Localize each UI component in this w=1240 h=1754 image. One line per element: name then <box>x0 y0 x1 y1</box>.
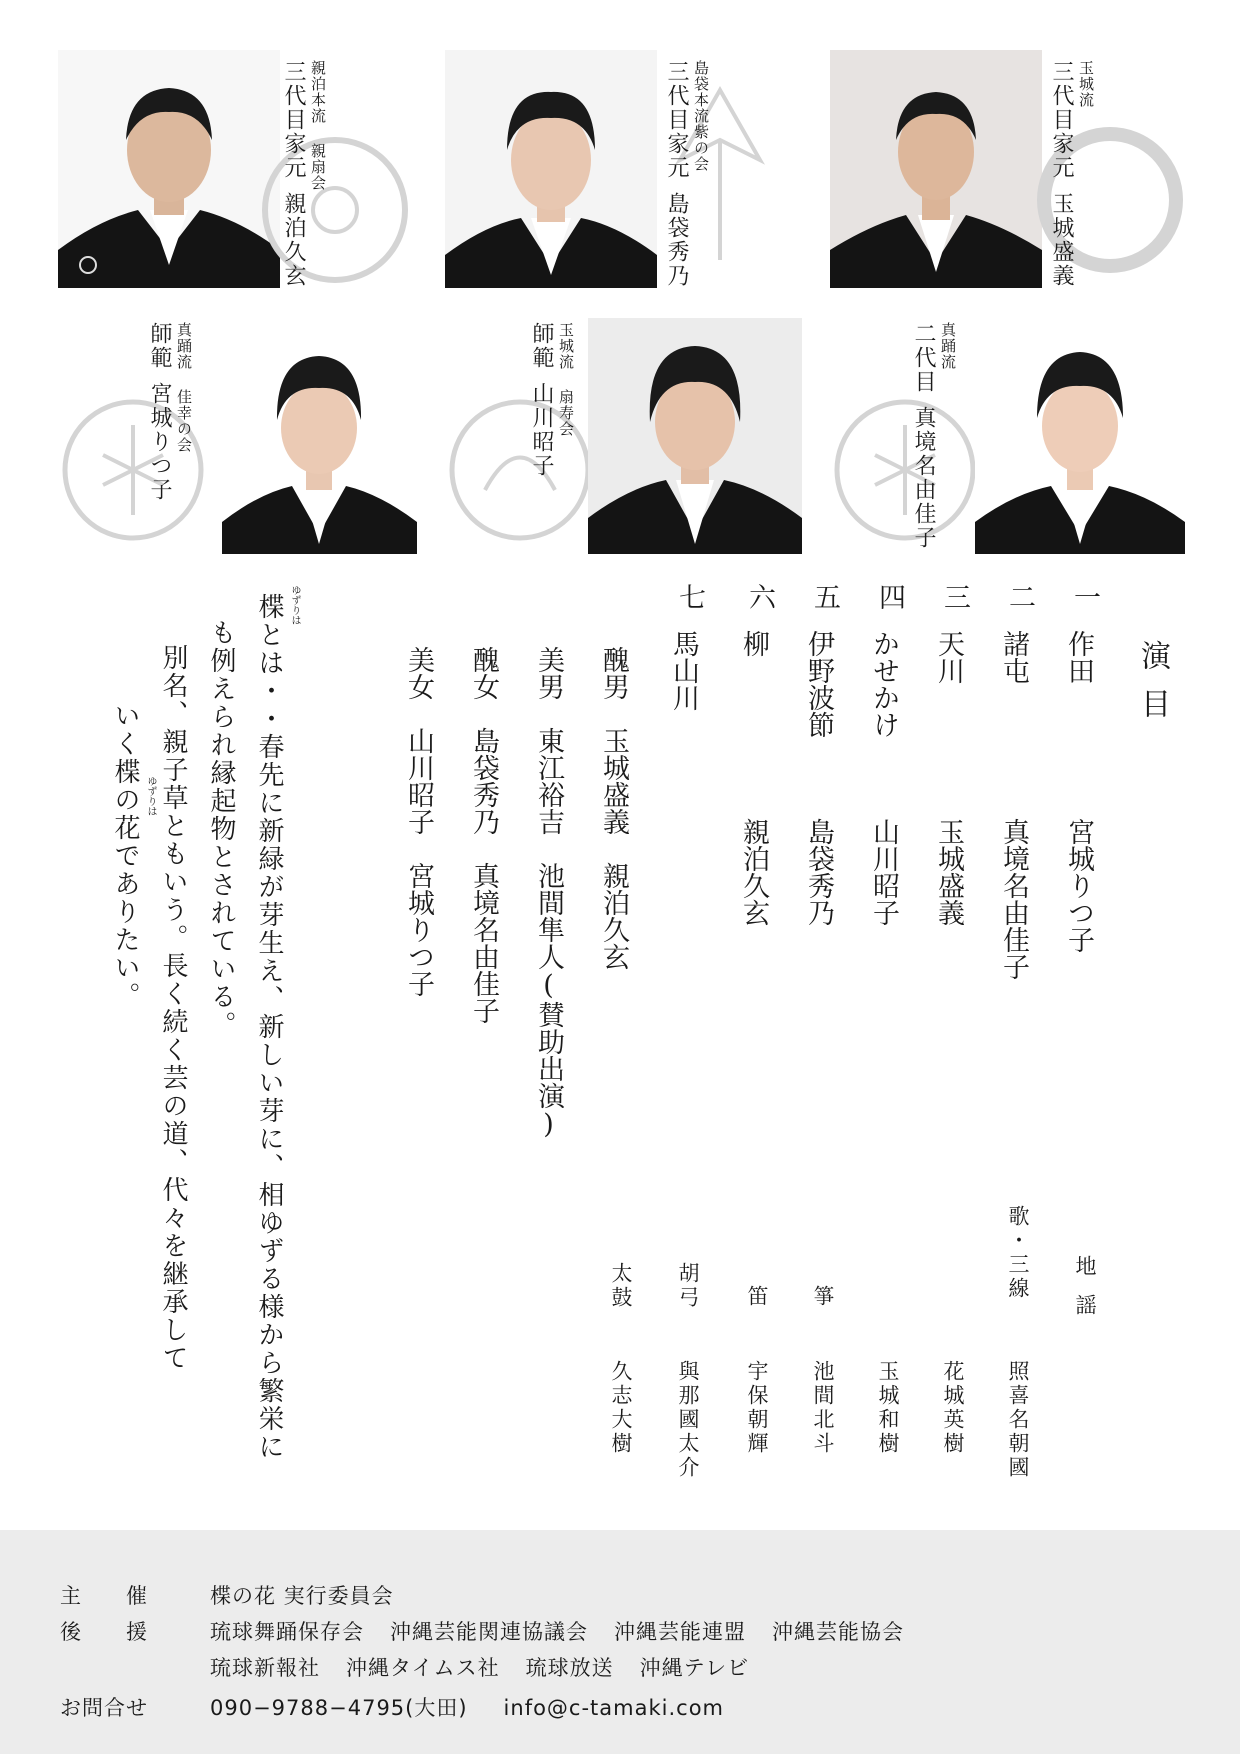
performer-school: 玉城流 扇寿会 <box>557 322 575 437</box>
performer-school: 玉城流 <box>1077 60 1095 108</box>
supporter: 沖縄芸能連盟 <box>614 1620 746 1644</box>
musician-name: 久志大樹 <box>609 1360 633 1456</box>
program-number: 一 <box>1069 583 1100 610</box>
program-title: 演目 <box>1135 640 1170 736</box>
portrait-shimabukuro <box>445 50 657 288</box>
photo-oyadomari <box>58 50 280 288</box>
photo-yamakawa <box>588 318 802 554</box>
about-line: いく楪の花でありたい。 <box>110 702 140 1010</box>
cast-line: 美男 東江裕吉 池間隼人(賛助出演) <box>533 646 564 1140</box>
performer-title-name: 師範宮城りつ子 <box>147 322 172 502</box>
musician-name: 玉城和樹 <box>876 1360 900 1456</box>
program-performer: 親泊久玄 <box>738 818 769 926</box>
musician-part: 箏 <box>811 1285 835 1309</box>
supporter: 琉球放送 <box>525 1656 614 1680</box>
portrait-tamaki <box>830 50 1042 288</box>
performer-school: 真踊流 <box>939 322 957 370</box>
program-number: 二 <box>1004 583 1035 610</box>
performer-school: 真踊流 佳幸の会 <box>175 322 193 453</box>
program-performer: 山川昭子 <box>868 818 899 926</box>
musician-name: 池間北斗 <box>811 1360 835 1456</box>
photo-tamaki <box>830 50 1042 288</box>
program-performer: 島袋秀乃 <box>803 818 834 926</box>
supporter: 沖縄テレビ <box>639 1656 750 1680</box>
footer <box>0 1530 1240 1754</box>
photo-miyagi <box>222 322 417 554</box>
performer-school: 親泊本流 親扇会 <box>309 60 327 191</box>
supporter: 沖縄タイムス社 <box>346 1656 500 1680</box>
program-piece: 天川 <box>933 630 964 684</box>
crest-oyadomari-icon <box>255 130 415 290</box>
contact-label: お問合せ <box>60 1696 148 1720</box>
credit-shimabukuro <box>665 60 708 288</box>
performer-title-name: 三代目家元玉城盛義 <box>1049 60 1074 288</box>
program-piece: 作田 <box>1063 630 1094 684</box>
performer-school: 島袋本流紫の会 <box>692 60 710 172</box>
support-label: 後 援 <box>60 1620 148 1644</box>
program-performer: 宮城りつ子 <box>1063 818 1094 953</box>
musician-part: 胡弓 <box>676 1262 700 1310</box>
program-performer: 真境名由佳子 <box>998 818 1029 980</box>
credit-yamakawa <box>530 322 573 478</box>
jiutai-label: 地謡 <box>1073 1255 1097 1333</box>
performer-title-name: 三代目家元島袋秀乃 <box>664 60 689 288</box>
program-number: 三 <box>939 583 970 610</box>
program-piece: かせかけ <box>868 630 899 738</box>
cast-line: 醜男 玉城盛義 親泊久玄 <box>598 646 629 970</box>
about-line: も例えられ縁起物とされている。 <box>206 619 236 1039</box>
footer-support <box>60 1616 930 1646</box>
credit-miyagi <box>148 322 191 502</box>
ruby-text: ゆずりは <box>289 585 300 625</box>
credit-oyadomari <box>282 60 325 288</box>
program-number: 四 <box>874 583 905 610</box>
musician-name: 宇保朝輝 <box>745 1360 769 1456</box>
program-performer: 玉城盛義 <box>933 818 964 926</box>
contact-phone[interactable]: 090−9788−4795(大田) <box>210 1696 468 1720</box>
musician-part: 太鼓 <box>609 1262 633 1310</box>
organizer-value: 楪の花 実行委員会 <box>210 1584 394 1608</box>
supporter: 沖縄芸能関連協議会 <box>390 1620 588 1644</box>
supporter: 琉球舞踊保存会 <box>210 1620 364 1644</box>
crest-majikina-icon <box>830 395 980 545</box>
credit-tamaki <box>1050 60 1093 288</box>
musician-name: 花城英樹 <box>941 1360 965 1456</box>
footer-support-row2 <box>210 1652 775 1682</box>
supporter: 琉球新報社 <box>210 1656 320 1680</box>
cast-line: 醜女 島袋秀乃 真境名由佳子 <box>468 646 499 1024</box>
musician-name: 照喜名朝國 <box>1006 1360 1030 1480</box>
performer-title-name: 三代目家元親泊久玄 <box>281 60 306 288</box>
credit-majikina <box>912 322 955 550</box>
portrait-oyadomari <box>58 50 280 288</box>
photo-shimabukuro <box>445 50 657 288</box>
program-piece: 諸屯 <box>998 630 1029 684</box>
program-number: 七 <box>674 583 705 610</box>
contact-email[interactable]: info@c-tamaki.com <box>503 1696 725 1720</box>
portrait-majikina <box>975 322 1185 554</box>
portrait-miyagi <box>222 322 417 554</box>
program-number: 六 <box>744 583 775 610</box>
footer-organizer <box>60 1580 394 1610</box>
program-piece: 伊野波節 <box>803 630 834 738</box>
about-line: 楪とは・・春先に新緑が芽生え、新しい芽に、相ゆずる様から繁栄に <box>254 593 284 1461</box>
footer-contact <box>60 1692 724 1722</box>
musician-part: 笛 <box>745 1285 769 1309</box>
about-line: 別名、親子草ともいう。長く続く芸の道、代々を継承して <box>158 644 188 1372</box>
performer-title-name: 二代目真境名由佳子 <box>911 322 936 550</box>
cast-line: 美女 山川昭子 宮城りつ子 <box>403 646 434 997</box>
performer-title-name: 師範山川昭子 <box>529 322 554 478</box>
musician-part: 歌・三線 <box>1006 1205 1030 1301</box>
organizer-label: 主 催 <box>60 1584 148 1608</box>
portrait-yamakawa <box>588 318 802 554</box>
musician-name: 與那國太介 <box>676 1360 700 1480</box>
program-piece: 柳 <box>738 630 769 657</box>
program-number: 五 <box>809 583 840 610</box>
photo-majikina <box>975 322 1185 554</box>
supporter: 沖縄芸能協会 <box>772 1620 904 1644</box>
ruby-text: ゆずりは <box>145 776 156 816</box>
program-piece: 馬山川 <box>668 630 699 711</box>
